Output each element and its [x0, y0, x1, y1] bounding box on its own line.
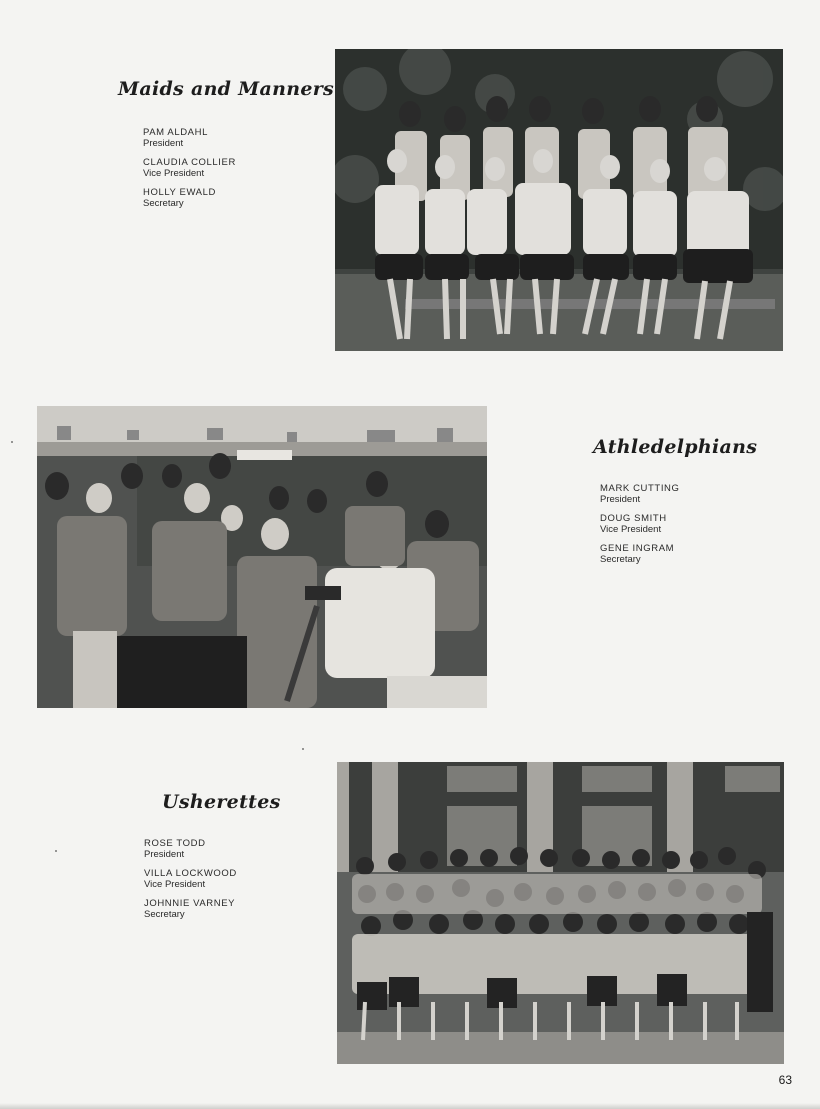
officer-role: Secretary	[144, 909, 185, 920]
club-title-maids-and-manners: Maids and Manners	[118, 78, 335, 100]
officer-role: Vice President	[600, 524, 662, 535]
officer-president	[600, 483, 680, 505]
group-photo-maids-and-manners	[335, 49, 783, 351]
officer-role: Vice President	[143, 168, 205, 179]
officer-role: President	[144, 849, 185, 860]
officer-list-maids-and-manners	[143, 127, 236, 217]
page-edge	[0, 1103, 820, 1109]
officer-secretary	[144, 898, 237, 920]
group-photo-athledelphians	[37, 406, 487, 708]
officer-name: JOHNNIE VARNEY	[144, 898, 236, 909]
officer-vice-president	[144, 868, 237, 890]
officer-role: Vice President	[144, 879, 206, 890]
officer-role: Secretary	[600, 554, 641, 565]
page-number: 63	[778, 1073, 792, 1087]
officer-vice-president	[143, 157, 236, 179]
officer-name: CLAUDIA COLLIER	[143, 157, 236, 168]
print-speck	[302, 748, 304, 750]
officer-secretary	[143, 187, 236, 209]
officer-role: President	[600, 494, 641, 505]
officer-president	[144, 838, 237, 860]
club-title-usherettes: Usherettes	[162, 791, 281, 813]
officer-name: MARK CUTTING	[600, 483, 680, 494]
officer-name: GENE INGRAM	[600, 543, 675, 554]
officer-role: President	[143, 138, 184, 149]
group-photo-usherettes	[337, 762, 784, 1064]
print-speck	[11, 441, 13, 443]
officer-name: ROSE TODD	[144, 838, 206, 849]
officer-list-usherettes	[144, 838, 237, 928]
officer-name: DOUG SMITH	[600, 513, 667, 524]
officer-president	[143, 127, 236, 149]
officer-name: VILLA LOCKWOOD	[144, 868, 237, 879]
officer-vice-president	[600, 513, 680, 535]
officer-name: HOLLY EWALD	[143, 187, 216, 198]
officer-list-athledelphians	[600, 483, 680, 573]
club-title-athledelphians: Athledelphians	[593, 436, 758, 458]
print-speck	[55, 850, 57, 852]
officer-name: PAM ALDAHL	[143, 127, 208, 138]
officer-role: Secretary	[143, 198, 184, 209]
officer-secretary	[600, 543, 680, 565]
